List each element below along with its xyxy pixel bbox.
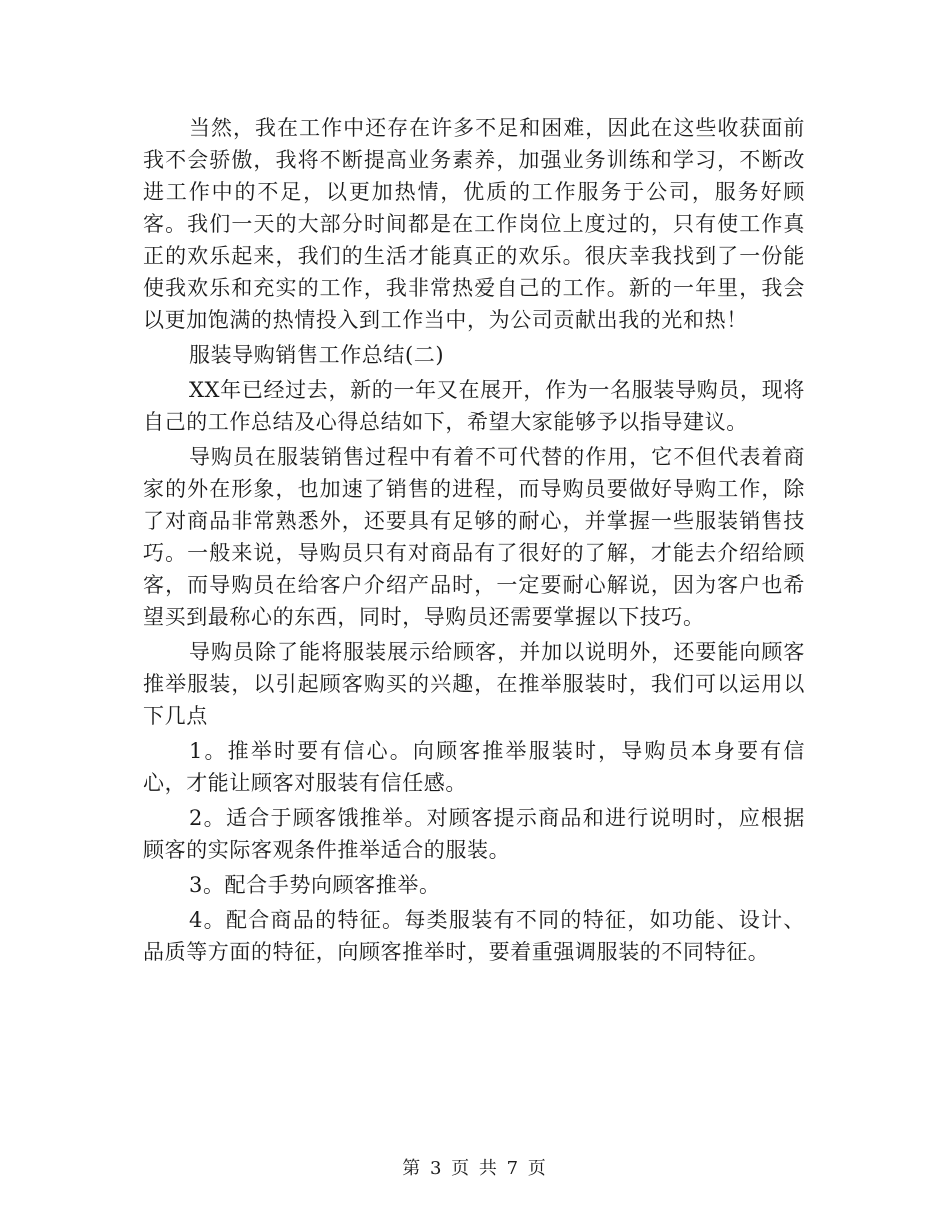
paragraph-intro: XX年已经过去，新的一年又在展开，作为一名服装导购员，现将自己的工作总结及心得总结如下，希望大家能够予以指导建议。 — [143, 378, 805, 434]
list-item-2: 2。适合于顾客饿推举。对顾客提示商品和进行说明时，应根据顾客的实际客观条件推举适合的服装。 — [143, 806, 805, 862]
list-item-1: 1。推举时要有信心。向顾客推举服装时，导购员本身要有信心，才能让顾客对服装有信任感。 — [143, 739, 805, 795]
document-body — [143, 112, 805, 971]
section-heading: 服装导购销售工作总结(二) — [189, 343, 445, 367]
paragraph-role-of-guide: 导购员在服装销售过程中有着不可代替的作用，它不但代表着商家的外在形象，也加速了销售的进程，而导购员要做好导购工作，除了对商品非常熟悉外，还要具有足够的耐心，并掌握一些服装销售技巧。一般来说，导购员只有对商品有了很好的了解，才能去介绍给顾客，而导购员在给客户介绍产品时，一定要耐心解说，因为客户也希望买到最称心的东西，同时，导购员还需要掌握以下技巧。 — [143, 445, 805, 629]
page-number-footer: 第 3 页 共 7 页 — [402, 1158, 548, 1179]
list-item-4: 4。配合商品的特征。每类服装有不同的特征，如功能、设计、品质等方面的特征，向顾客推举时，要着重强调服装的不同特征。 — [143, 908, 805, 964]
list-item-3: 3。配合手势向顾客推举。 — [189, 873, 441, 897]
paragraph-recommendation-intro: 导购员除了能将服装展示给顾客，并加以说明外，还要能向顾客推举服装，以引起顾客购买的兴趣，在推举服装时，我们可以运用以下几点 — [143, 640, 805, 728]
paragraph-closing-remarks: 当然，我在工作中还存在许多不足和困难，因此在这些收获面前我不会骄傲，我将不断提高业务素养，加强业务训练和学习，不断改进工作中的不足，以更加热情，优质的工作服务于公司，服务好顾客。我们一天的大部分时间都是在工作岗位上度过的，只有使工作真正的欢乐起来，我们的生活才能真正的欢乐。很庆幸我找到了一份能使我欢乐和充实的工作，我非常热爱自己的工作。新的一年里，我会以更加饱满的热情投入到工作当中，为公司贡献出我的光和热！ — [143, 116, 805, 332]
